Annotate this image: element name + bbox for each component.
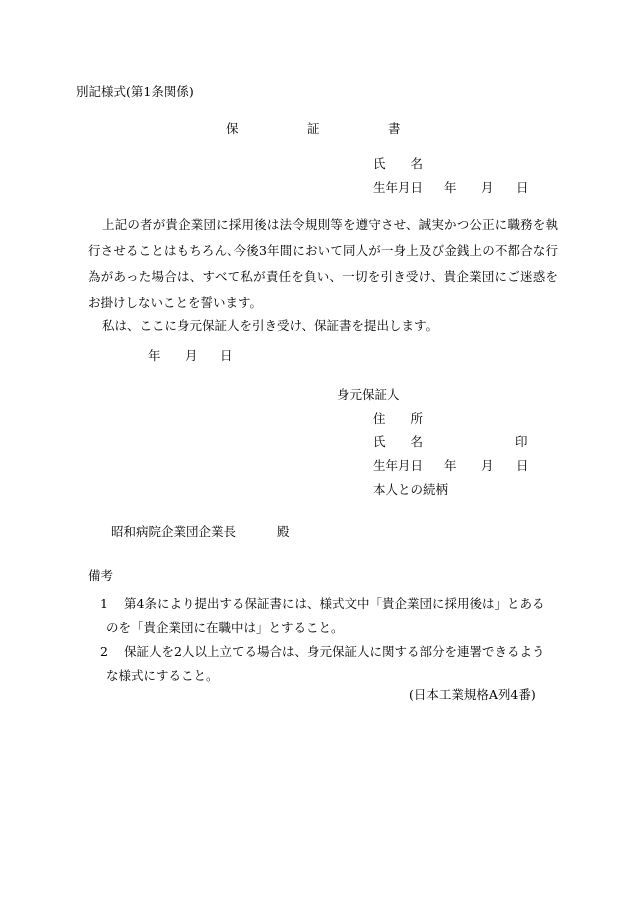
title-char-3: 書 xyxy=(388,121,401,136)
principal-birth-month: 月 xyxy=(481,180,494,195)
guarantor-heading: 身元保証人 xyxy=(337,387,400,402)
principal-birth-label: 生年月日 xyxy=(373,180,424,195)
guarantor-birth-year: 年 xyxy=(444,458,457,473)
date-day: 日 xyxy=(220,348,233,363)
principal-name-label: 氏 名 xyxy=(373,156,424,171)
seal-mark: 印 xyxy=(515,434,528,449)
date-year: 年 xyxy=(148,348,161,363)
date-month: 月 xyxy=(185,348,198,363)
paper-standard-note: (日本工業規格A列4番) xyxy=(409,687,536,702)
remark-item xyxy=(100,640,552,688)
guarantor-birth-month: 月 xyxy=(481,458,494,473)
form-reference: 別記様式(第1条関係) xyxy=(76,84,194,99)
document-title xyxy=(0,123,630,137)
title-char-1: 保 xyxy=(226,121,239,136)
addressee-name: 昭和病院企業団企業長 xyxy=(111,524,237,539)
principal-birth-day: 日 xyxy=(516,180,529,195)
acceptance-paragraph: 私は、ここに身元保証人を引き受け、保証書を提出します。 xyxy=(102,318,439,333)
guarantor-address-label: 住 所 xyxy=(373,411,424,426)
pledge-paragraph: 上記の者が貴企業団に採用後は法令規則等を遵守させ、誠実かつ公正に職務を執行させることはもちろん､今後3年間において同人が一身上及び金銭上の不都合な行為があった場合は、すべて私が責任を負い、一切を引き受け、貴企業団にご迷惑をお掛けしないことを誓います。 xyxy=(88,217,558,310)
remark-text: 保証人を2人以上立てる場合は、身元保証人に関する部分を連署できるような様式にすること。 xyxy=(106,644,545,683)
guarantor-birth-label: 生年月日 xyxy=(373,458,424,473)
guarantor-name-label: 氏 名 xyxy=(373,434,424,449)
remark-number: 2 xyxy=(100,644,108,659)
remark-item xyxy=(100,592,552,640)
remarks-heading: 備考 xyxy=(88,568,114,583)
principal-birth-year: 年 xyxy=(444,180,457,195)
addressee-honorific: 殿 xyxy=(277,524,290,539)
guarantor-birth-day: 日 xyxy=(516,458,529,473)
remark-number: 1 xyxy=(100,596,108,611)
guarantor-relation-label: 本人との続柄 xyxy=(373,482,449,497)
title-char-2: 証 xyxy=(307,121,320,136)
remark-text: 第4条により提出する保証書には、様式文中「貴企業団に採用後は」とあるのを「貴企業団に在職中は」とすること。 xyxy=(106,596,545,635)
